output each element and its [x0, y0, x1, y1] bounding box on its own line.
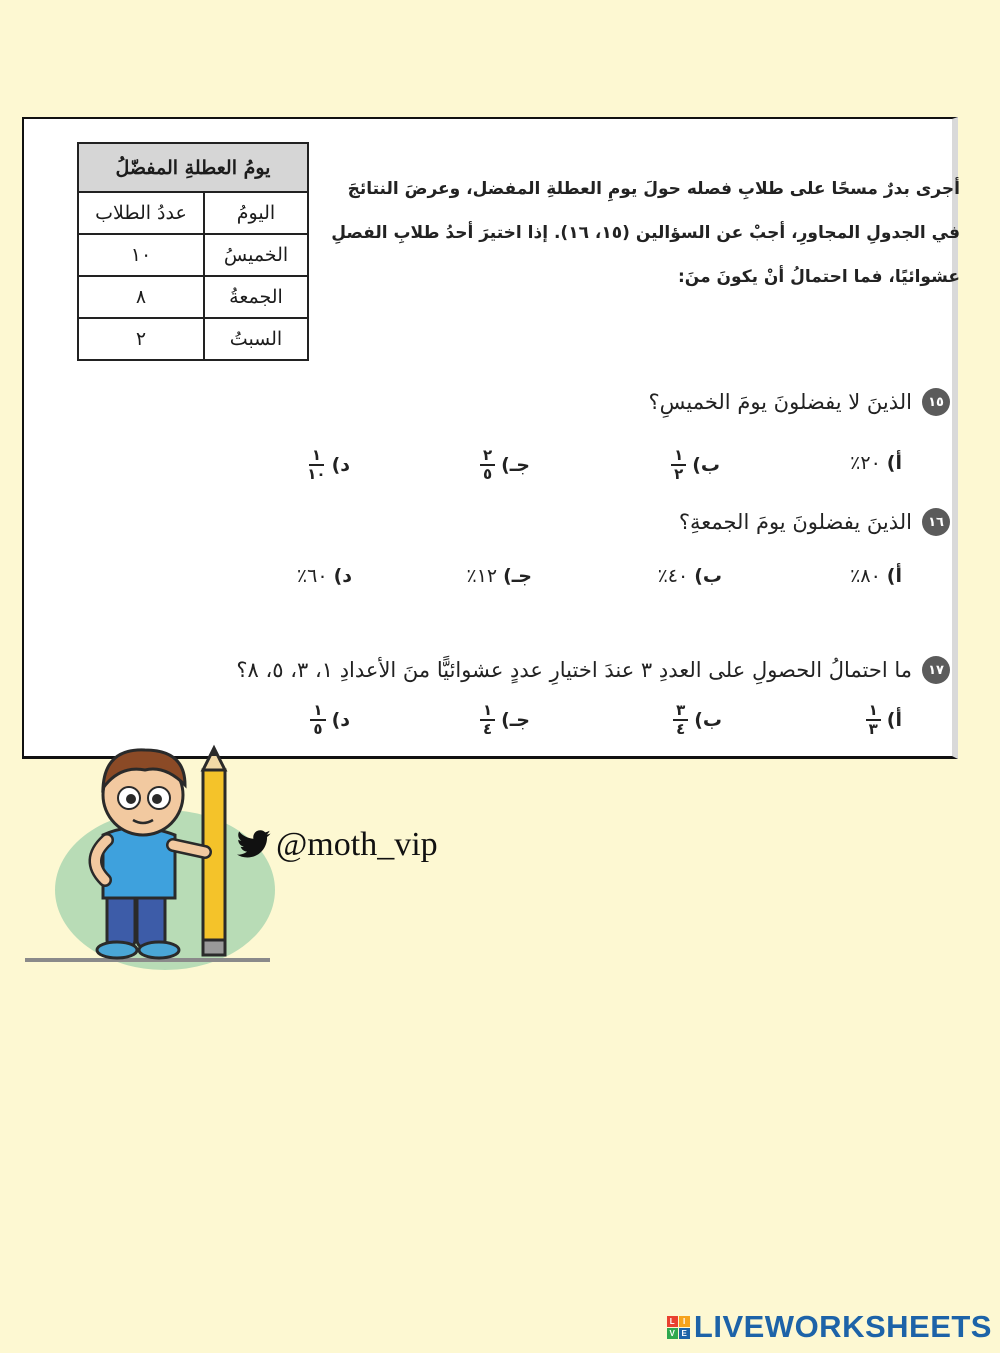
liveworksheets-brand[interactable] [667, 1309, 992, 1345]
option-value: ٦٠٪ [296, 565, 328, 587]
option-value: ٢٠٪ [850, 452, 881, 474]
option-a[interactable] [866, 702, 902, 738]
intro-paragraph: أجرى بدرٌ مسحًا على طلابِ فصله حولَ يومِ العطلةِ المفضل، وعرضَ النتائجَ في الجدولِ المجاورِ، أجبْ عن السؤالين (١٥، ١٦). إذا اختيرَ أحدُ طلابِ الفصلِ عشوائيًا، فما احتمالُ أنْ يكونَ منَ: [331, 179, 960, 287]
fraction: $\frac{١}{٣}$ [866, 702, 881, 738]
header-count: عددُ الطلاب [78, 192, 204, 234]
row-count: ٨ [78, 276, 204, 318]
row-count: ٢ [78, 318, 204, 360]
fraction: $\frac{١}{٤}$ [480, 702, 495, 738]
option-letter: د) [333, 565, 352, 587]
survey-table [77, 142, 309, 361]
brand-text: LIVEWORKSHEETS [693, 1309, 992, 1344]
question-number: ١٦ [922, 508, 950, 536]
table-row [78, 276, 308, 318]
option-letter: أ) [886, 709, 902, 731]
option-b[interactable] [671, 447, 720, 483]
option-letter: أ) [886, 565, 902, 587]
option-value: ٨٠٪ [850, 565, 881, 587]
question-number: ١٥ [922, 388, 950, 416]
question-number: ١٧ [922, 656, 950, 684]
question-15 [648, 388, 950, 416]
table-row [78, 234, 308, 276]
option-a[interactable] [850, 452, 902, 474]
fraction: $\frac{٣}{٤}$ [673, 702, 688, 738]
option-a[interactable] [850, 565, 902, 587]
option-c[interactable] [480, 447, 530, 483]
row-day: الجمعةُ [204, 276, 308, 318]
fraction: $\frac{١}{٥}$ [310, 702, 325, 738]
option-value: ٤٠٪ [657, 565, 689, 587]
option-c[interactable] [466, 565, 532, 587]
question-text: الذينَ لا يفضلونَ يومَ الخميسِ؟ [648, 390, 912, 414]
option-letter: جـ) [501, 709, 530, 731]
option-d[interactable] [297, 565, 352, 587]
twitter-handle[interactable] [236, 826, 438, 864]
fraction: $\frac{٢}{٥}$ [480, 447, 495, 483]
option-b[interactable] [673, 702, 722, 738]
option-letter: د) [331, 709, 350, 731]
question-text: ما احتمالُ الحصولِ على العددِ ٣ عندَ اختيارِ عددٍ عشوائيًّا منَ الأعدادِ ١، ٣، ٥، ٨؟ [236, 658, 912, 682]
question-16 [679, 508, 950, 536]
option-value: ١٢٪ [466, 565, 498, 587]
option-letter: جـ) [501, 454, 530, 476]
option-d[interactable] [307, 447, 350, 483]
option-letter: ب) [694, 709, 722, 731]
question-17 [236, 656, 950, 684]
option-d[interactable] [310, 702, 350, 738]
liveworksheets-logo-icon: L I V E [667, 1316, 690, 1339]
row-count: ١٠ [78, 234, 204, 276]
fraction: $\frac{١}{١٠}$ [307, 446, 326, 483]
option-b[interactable] [658, 565, 722, 587]
option-letter: جـ) [503, 565, 532, 587]
handle-text: @moth_vip [276, 826, 438, 863]
option-c[interactable] [480, 702, 530, 738]
row-day: السبتُ [204, 318, 308, 360]
row-day: الخميسُ [204, 234, 308, 276]
table-row [78, 318, 308, 360]
twitter-bird-icon [236, 830, 272, 860]
option-letter: أ) [886, 452, 902, 474]
option-letter: ب) [694, 565, 722, 587]
header-day: اليومُ [204, 192, 308, 234]
table-title: يومُ العطلةِ المفضّلُ [78, 143, 308, 192]
question-text: الذينَ يفضلونَ يومَ الجمعةِ؟ [678, 510, 912, 534]
fraction: $\frac{١}{٢}$ [671, 447, 686, 483]
option-letter: د) [331, 454, 350, 476]
option-letter: ب) [692, 454, 720, 476]
